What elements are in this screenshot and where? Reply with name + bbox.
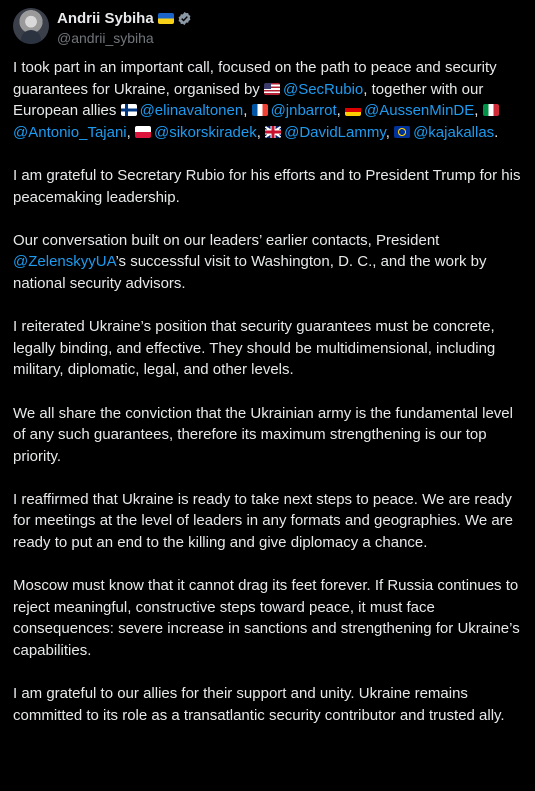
text: . [494, 123, 499, 141]
ukraine-flag-icon [158, 13, 174, 24]
text: , [256, 123, 266, 141]
text: Our conversation built on our leaders’ earlier contacts, President [13, 231, 440, 249]
text: , [126, 123, 135, 141]
text: ’s successful visit to Washington, D. C., and the work by national security advisors. [13, 253, 487, 292]
paragraph-2: I am grateful to Secretary Rubio for his efforts and to President Trump for his peacemaking leadership. [13, 166, 521, 206]
paragraph-8: I am grateful to our allies for their support and unity. Ukraine remains committed to its role as a transatlantic security contributor and trusted ally. [13, 685, 505, 724]
author-names [57, 9, 192, 46]
text: , [385, 123, 395, 141]
text: I took part in an important call, focused on the path to peace and security guarantees for Ukraine, organised by [13, 59, 497, 98]
mention-davidlammy[interactable]: @DavidLammy [284, 123, 386, 141]
author-handle[interactable]: @andrii_sybiha [57, 30, 154, 46]
text: , together with our European allies [13, 80, 484, 120]
paragraph-3 [13, 230, 525, 295]
paragraph-5: We all share the conviction that the Ukrainian army is the fundamental level of any such guarantees, therefore its maximum strengthening is our top priority. [13, 404, 513, 465]
mention-secrubio[interactable]: @SecRubio [282, 80, 364, 98]
avatar[interactable] [13, 8, 49, 44]
mention-kajakallas[interactable]: @kajakallas [413, 123, 495, 141]
text: , [474, 102, 483, 120]
verified-badge-icon[interactable] [177, 11, 192, 26]
mention-jnbarrot[interactable]: @jnbarrot [270, 102, 337, 120]
text: , [336, 102, 345, 120]
mention-antonio-tajani[interactable]: @Antonio_Tajani [13, 123, 127, 141]
mention-zelenskyyua[interactable]: @ZelenskyyUA [13, 253, 116, 271]
display-name[interactable]: Andrii Sybiha [57, 9, 154, 27]
post-text [13, 57, 525, 748]
germany-flag-icon [345, 104, 361, 116]
paragraph-1 [13, 57, 525, 143]
france-flag-icon [252, 104, 268, 116]
paragraph-4: I reiterated Ukraine’s position that security guarantees must be concrete, legally binding, and effective. They should be multidimensional, including military, diplomatic, legal, and other levels. [13, 318, 496, 379]
mention-sikorskiradek[interactable]: @sikorskiradek [153, 123, 257, 141]
uk-flag-icon [265, 126, 281, 138]
eu-flag-icon [394, 126, 410, 138]
mention-aussenminde[interactable]: @AussenMinDE [364, 102, 475, 120]
poland-flag-icon [135, 126, 151, 138]
us-flag-icon [264, 83, 280, 95]
post-header [13, 4, 523, 48]
italy-flag-icon [483, 104, 499, 116]
paragraph-7: Moscow must know that it cannot drag its feet forever. If Russia continues to reject meaningful, constructive steps toward peace, it must face consequences: severe increase in sanctions and strengthening for Ukraine’s capabilities. [13, 577, 520, 660]
mention-elinavaltonen[interactable]: @elinavaltonen [139, 102, 244, 120]
text: , [243, 102, 252, 120]
paragraph-6: I reaffirmed that Ukraine is ready to take next steps to peace. We are ready for meetings at the level of leaders in any formats and geographies. We are ready to put an end to the killing and give diplomacy a chance. [13, 490, 514, 552]
finland-flag-icon [121, 104, 137, 116]
display-name-row [57, 9, 192, 27]
